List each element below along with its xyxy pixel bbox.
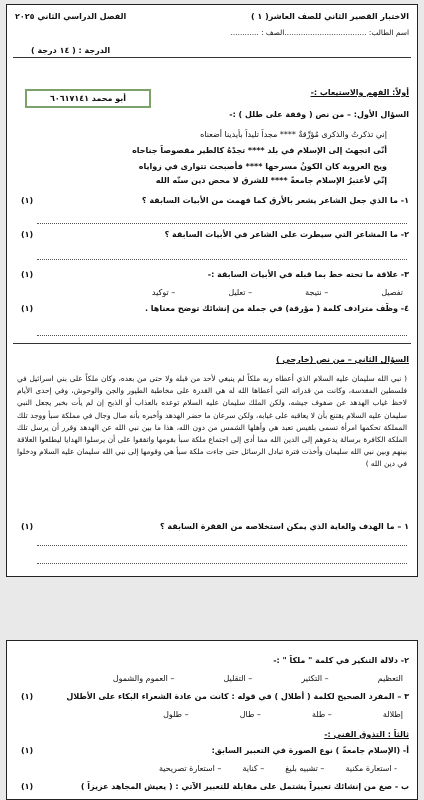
divider [13, 57, 411, 58]
option-4[interactable]: – استعارة تصريحية [158, 764, 222, 773]
option-4[interactable]: – توكيد [151, 288, 176, 297]
option-2[interactable]: – التكثير [301, 674, 329, 683]
question-5-mark: (١) [21, 522, 34, 531]
exam-page-1 [6, 4, 418, 577]
option-1[interactable]: إطلالة [382, 710, 403, 719]
verse-4: إنّي لأعتبرُ الإسلام جامعةً **** للشرق لا محض دين سنّه الله [155, 176, 387, 185]
passage-text: ( نبي الله سليمان عليه السلام الذي أعطاه ربه ملكاً لم ينبغي لأحد من قبله ولا حتى من بعده، وكان ملكاً على بني اسرائيل في فلسطين المقدسة، وكانت من قدراته التي أعطاها الله له هي القدرة على مخاطبة الطيور والجن والوحوش، وفي إحدى الأيام لاحظ غياب الهدهد عن صفوف جيشه، ولكن الملك سليمان عليه السلام توعده بالعذاب أو الذبح إن لم يأت بخبر يجعل النبي سليمان عليه السلام يقتنع بأن لا يعاقبه على غيابه، ولكن سرعان ما حضر الهدهد وأخبره بأنه صال وجال في مملكة سبأ ووجد تلك المملكة تحكمها امرأة تسمى بلقيس تعبد هي وأهلها الشمس من دون الله، هذا ما بين نبي الله عن الهدهد وقرر أن يرسل تلك الملكة الكافرة برسالة يدعوهم إلى الدين الله مما أدى إلى اجتماع ملكة سبأ بقومها واتفقوا على أن يرسلوا الهدايا ليطلعوا العلاقة بينهم وبين نبي الله سليمان وأخذت فترة تبادل الرسائل حتى جاءت ملكة سبأ هي وقومها إلى نبي الله سليمان عليه السلام ودخلوا في دين الله ) [17, 374, 407, 469]
question-5: ١ – ما الهدف والغاية الذي يمكن استخلاصه من الفقرة السابقة ؟ [160, 522, 409, 531]
option-2[interactable]: – تشبيه بليغ [285, 764, 325, 773]
question-4: ٤- وظّف مترادف كلمة ( مؤرقة) في جملة من إنشائك توضح معناها . [144, 304, 409, 313]
section-artistic-taste: ثالثاً : التذوق الفني :- [324, 730, 409, 739]
option-4[interactable]: – طلول [163, 710, 189, 719]
option-4[interactable]: – العموم والشمول [112, 674, 175, 683]
option-2[interactable]: – طلة [311, 710, 332, 719]
question-6: ٢- دلالة التنكير في كلمة " ملكاً " :- [273, 656, 409, 665]
option-1[interactable]: التعظيم [377, 674, 403, 683]
option-3[interactable]: – تعليل [228, 288, 253, 297]
question1-header: السؤال الأول: – من نص ( وقفة على طلل ) :- [229, 110, 409, 119]
question-8-mark: (١) [21, 746, 34, 755]
question-4-mark: (١) [21, 304, 34, 313]
question-1: ١- ما الذي جعل الشاعر يشعر بالأرق كما فهمت من الأبيات السابقة ؟ [141, 196, 409, 205]
question-8: أ- (الإسلام جامعةً ) نوع الصورة في التعبير السابق: [211, 746, 409, 755]
exam-page-2 [6, 640, 418, 800]
question-1-mark: (١) [21, 196, 34, 205]
answer-line [37, 563, 407, 564]
verse-2: أنّى اتجهتَ إلى الإسلام في بلد **** تجدْهُ كالطير مقصوصاً جناحاه [132, 146, 387, 155]
answer-line [37, 545, 407, 546]
divider [13, 343, 411, 344]
option-3[interactable]: – طال [239, 710, 261, 719]
option-2[interactable]: – نتيجة [305, 288, 329, 297]
grade-label: الدرجة : ( ١٤ درجة ) [31, 46, 111, 55]
semester-label: الفصل الدراسي الثاني ٢٠٢٥ [15, 12, 127, 21]
question-3: ٣- علاقة ما تحته خط بما قبله في الأبيات السابقة :- [207, 270, 409, 279]
section-comprehension: أولاً: الفهم والاستيعاب :- [310, 88, 409, 97]
answer-line [37, 335, 407, 336]
question-7: ٣ – المفرد الصحيح لكلمة ( أطلال ) في قوله : كانت من عادة الشعراء البكاء على الأطلال [66, 692, 409, 701]
verse-1: إني تذكرتُ والذكرى مُؤرِّقةٌ **** مجداً تليداً بأيدينا أضعناه [200, 130, 387, 139]
question-7-options [15, 709, 403, 720]
question-7-mark: (١) [21, 692, 34, 701]
question-2-mark: (١) [21, 230, 34, 239]
exam-title: الاختبار القصير الثاني للصف العاشر( ١ ) [250, 12, 409, 21]
question2-header: السؤال الثاني – من نص (خارجي ) [275, 355, 409, 364]
option-3[interactable]: – كناية [242, 764, 265, 773]
question-9-mark: (١) [21, 782, 34, 791]
verse-3: ويح العروبة كان الكونُ مسرحها **** فأصبحت تتوارى في زواياه [138, 162, 387, 171]
question-6-options [15, 673, 403, 684]
student-name-field: اسم الطالب: ...................................الصف : ............ [230, 28, 409, 37]
teacher-stamp: أبو محمد ٦٠٦١٧١٤١ [25, 89, 151, 108]
question-2: ٢- ما المشاعر التي سيطرت على الشاعر في الأبيات السابقة ؟ [164, 230, 409, 239]
question-8-options [15, 763, 397, 774]
question-3-options [15, 287, 403, 298]
answer-line [37, 259, 407, 260]
option-1[interactable]: تفصيل [381, 288, 403, 297]
answer-line [37, 223, 407, 224]
option-3[interactable]: – التقليل [223, 674, 253, 683]
question-9: ب - صغ من إنشائك تعبيراً يشتمل على مقابلة للتعبير الآتي : ( يعيش المجاهد عزيزاً ) [80, 782, 409, 791]
question-3-mark: (١) [21, 270, 34, 279]
option-1[interactable]: - استعارة مكنية [345, 764, 397, 773]
